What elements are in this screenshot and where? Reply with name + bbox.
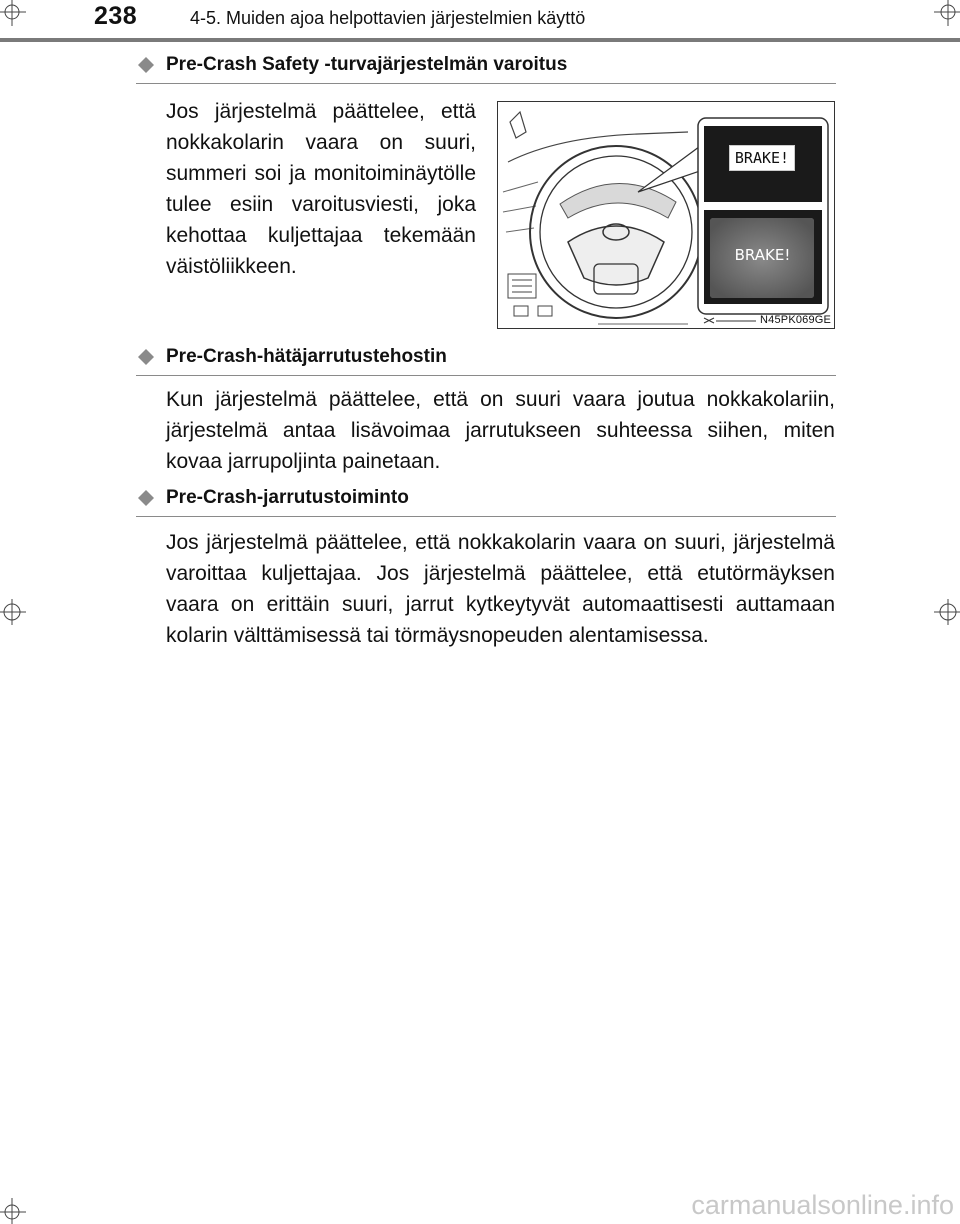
diamond-bullet-icon (138, 349, 154, 365)
figure-code: N45PK069GE (760, 314, 832, 326)
brake-warning-message-bottom: BRAKE! (734, 246, 791, 264)
section-title: Pre-Crash-hätäjarrutustehostin (166, 346, 447, 367)
crop-mark-top-left (0, 0, 30, 30)
section-paragraph: Jos järjestelmä päättelee, että nokkakolarin vaara on suuri, järjestelmä varoittaa kuljettajaa. Jos järjestelmä päättelee, että etutörmäyksen vaara on erittäin suuri, jarrut kytkeytyvät automaattisesti auttamaan kolarin välttämisessä tai törmäysnopeuden alentamisessa. (166, 531, 835, 647)
crop-mark-top-right (930, 0, 960, 30)
section-heading-pre-crash-braking (136, 486, 836, 517)
header-rule (0, 38, 960, 42)
diamond-bullet-icon (138, 57, 154, 73)
section-heading-pre-crash-warning (136, 53, 836, 84)
watermark: carmanualsonline.info (691, 1190, 954, 1220)
dashboard-illustration (497, 101, 835, 329)
section-title: Pre-Crash-jarrutustoiminto (166, 487, 409, 508)
registration-mark-right (930, 597, 960, 627)
steering-wheel-display-drawing (498, 102, 836, 330)
brake-warning-message-top: BRAKE! (729, 145, 795, 171)
section-title: Pre-Crash Safety -turvajärjestelmän varoitus (166, 54, 568, 75)
crop-mark-bottom-left (0, 1196, 30, 1224)
section-paragraph: Jos järjestelmä päättelee, että nokkakolarin vaara on suuri, summeri soi ja monitoiminäytölle tulee esiin varoitusviesti, joka kehottaa kuljettajaa tekemään väistöliikkeen. (166, 100, 476, 278)
section-heading-brake-assist (136, 345, 836, 376)
diamond-bullet-icon (138, 490, 154, 506)
running-header: 4-5. Muiden ajoa helpottavien järjestelmien käyttö (190, 8, 586, 28)
page-number: 238 (94, 2, 138, 30)
registration-mark-left (0, 597, 30, 627)
section-paragraph: Kun järjestelmä päättelee, että on suuri vaara joutua nokkakolariin, järjestelmä antaa lisävoimaa jarrutukseen suhteessa siihen, miten kovaa jarrupoljinta painetaan. (166, 388, 835, 473)
